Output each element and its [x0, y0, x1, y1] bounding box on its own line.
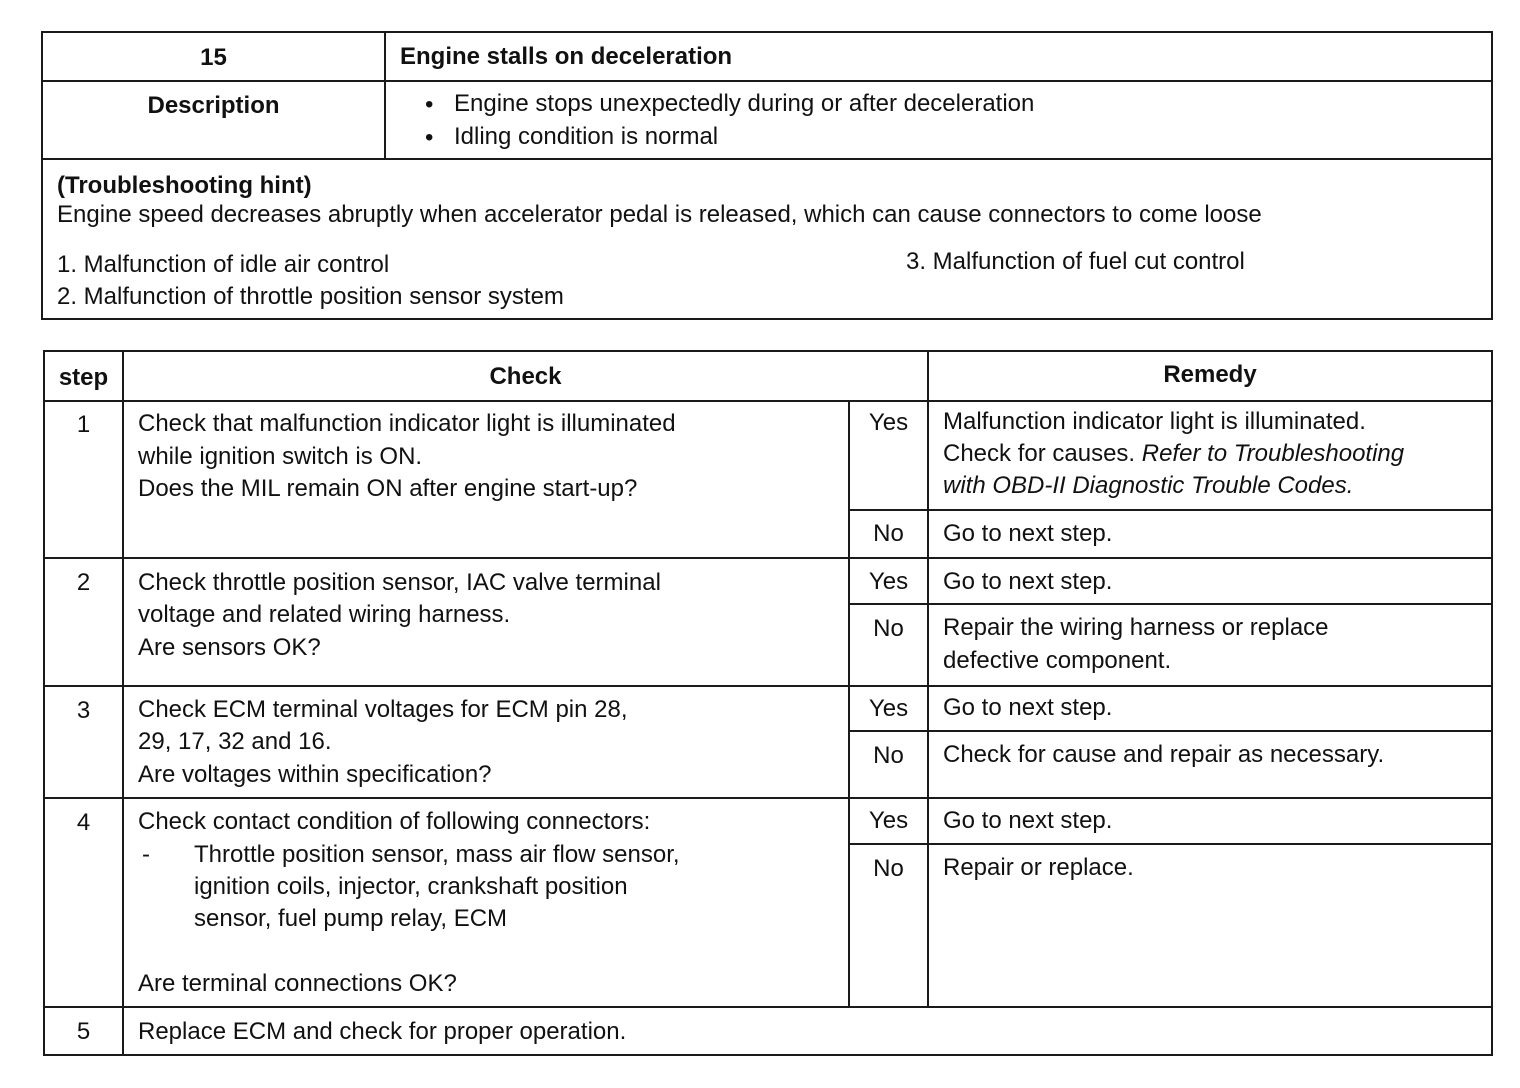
row2-no-remedy-line-2: defective component. [943, 647, 1172, 674]
row2-yes-label: Yes [868, 568, 909, 595]
step-number-1: 1 [76, 411, 91, 438]
row4-check-line-2: Throttle position sensor, mass air flow sensor, [194, 841, 680, 868]
row2-no-remedy-line-1: Repair the wiring harness or replace [943, 614, 1329, 641]
row1-yes-remedy-line-1: Malfunction indicator light is illuminated. [943, 408, 1366, 435]
row3-check-line-1: Check ECM terminal voltages for ECM pin 28, [138, 696, 628, 723]
description-bullet-2: • [425, 124, 434, 151]
row4-no-label: No [873, 855, 904, 882]
step-number-5: 5 [76, 1018, 91, 1045]
header-divider-1 [41, 80, 1493, 82]
row2-yes-remedy: Go to next step. [943, 568, 1113, 595]
remedy-column-header: Remedy [1163, 361, 1257, 388]
row1-bottom-line [43, 557, 1493, 559]
row3-yes-label: Yes [868, 695, 909, 722]
row1-yes-remedy-line-3: with OBD-II Diagnostic Trouble Codes. [943, 472, 1354, 499]
hint-cause-1: 1. Malfunction of idle air control [57, 251, 390, 278]
step-column-header: step [58, 364, 109, 391]
remedy-column-line [927, 350, 929, 1007]
header-divider-vertical [384, 31, 386, 160]
hint-cause-2: 2. Malfunction of throttle position sensor system [57, 283, 564, 310]
description-bullet-1: • [425, 91, 434, 118]
row4-yes-remedy: Go to next step. [943, 807, 1113, 834]
row1-check-line-3: Does the MIL remain ON after engine start-up? [138, 475, 638, 502]
row3-check-line-3: Are voltages within specification? [138, 761, 492, 788]
check-column-header: Check [489, 363, 562, 390]
row2-no-label: No [873, 615, 904, 642]
hint-text: Engine speed decreases abruptly when accelerator pedal is released, which can cause connectors to come loose [57, 201, 1262, 228]
section-number: 15 [200, 44, 227, 71]
row3-split-line [848, 730, 1493, 732]
hint-cause-3: 3. Malfunction of fuel cut control [906, 248, 1245, 275]
description-label: Description [147, 92, 280, 119]
row1-no-label: No [873, 520, 904, 547]
step-number-4: 4 [76, 809, 91, 836]
description-item-2: Idling condition is normal [454, 123, 719, 150]
row2-bottom-line [43, 685, 1493, 687]
row4-check-line-4: sensor, fuel pump relay, ECM [194, 905, 508, 932]
row4-bottom-line [43, 1006, 1493, 1008]
step-number-3: 3 [76, 697, 91, 724]
row1-check-line-1: Check that malfunction indicator light is illuminated [138, 410, 676, 437]
row1-yes-label: Yes [868, 409, 909, 436]
row3-check-line-2: 29, 17, 32 and 16. [138, 728, 332, 755]
row1-yes-remedy-line-2: Check for causes. Refer to Troubleshooting [943, 440, 1405, 467]
header-divider-2 [41, 158, 1493, 160]
step-column-line [122, 350, 124, 1056]
row4-check-line-5: Are terminal connections OK? [138, 970, 457, 997]
row2-check-line-3: Are sensors OK? [138, 634, 321, 661]
step-number-2: 2 [76, 569, 91, 596]
row4-no-remedy: Repair or replace. [943, 854, 1134, 881]
row4-yes-label: Yes [868, 807, 909, 834]
row4-check-dash: - [142, 841, 150, 868]
row2-split-line [848, 603, 1493, 605]
section-title: Engine stalls on deceleration [400, 43, 733, 70]
row3-no-label: No [873, 742, 904, 769]
row1-split-line [848, 509, 1493, 511]
row4-check-line-3: ignition coils, injector, crankshaft position [194, 873, 628, 900]
row4-split-line [848, 843, 1493, 845]
row2-check-line-1: Check throttle position sensor, IAC valve terminal [138, 569, 661, 596]
row2-check-line-2: voltage and related wiring harness. [138, 601, 511, 628]
row3-yes-remedy: Go to next step. [943, 694, 1113, 721]
hint-title: (Troubleshooting hint) [57, 172, 312, 199]
description-item-1: Engine stops unexpectedly during or after deceleration [454, 90, 1035, 117]
row1-check-line-2: while ignition switch is ON. [138, 443, 423, 470]
row4-check-line-1: Check contact condition of following connectors: [138, 808, 651, 835]
table-header-line [43, 400, 1493, 402]
row3-no-remedy: Check for cause and repair as necessary. [943, 741, 1385, 768]
row5-check-line-1: Replace ECM and check for proper operation. [138, 1018, 627, 1045]
row1-no-remedy: Go to next step. [943, 520, 1113, 547]
row3-bottom-line [43, 797, 1493, 799]
